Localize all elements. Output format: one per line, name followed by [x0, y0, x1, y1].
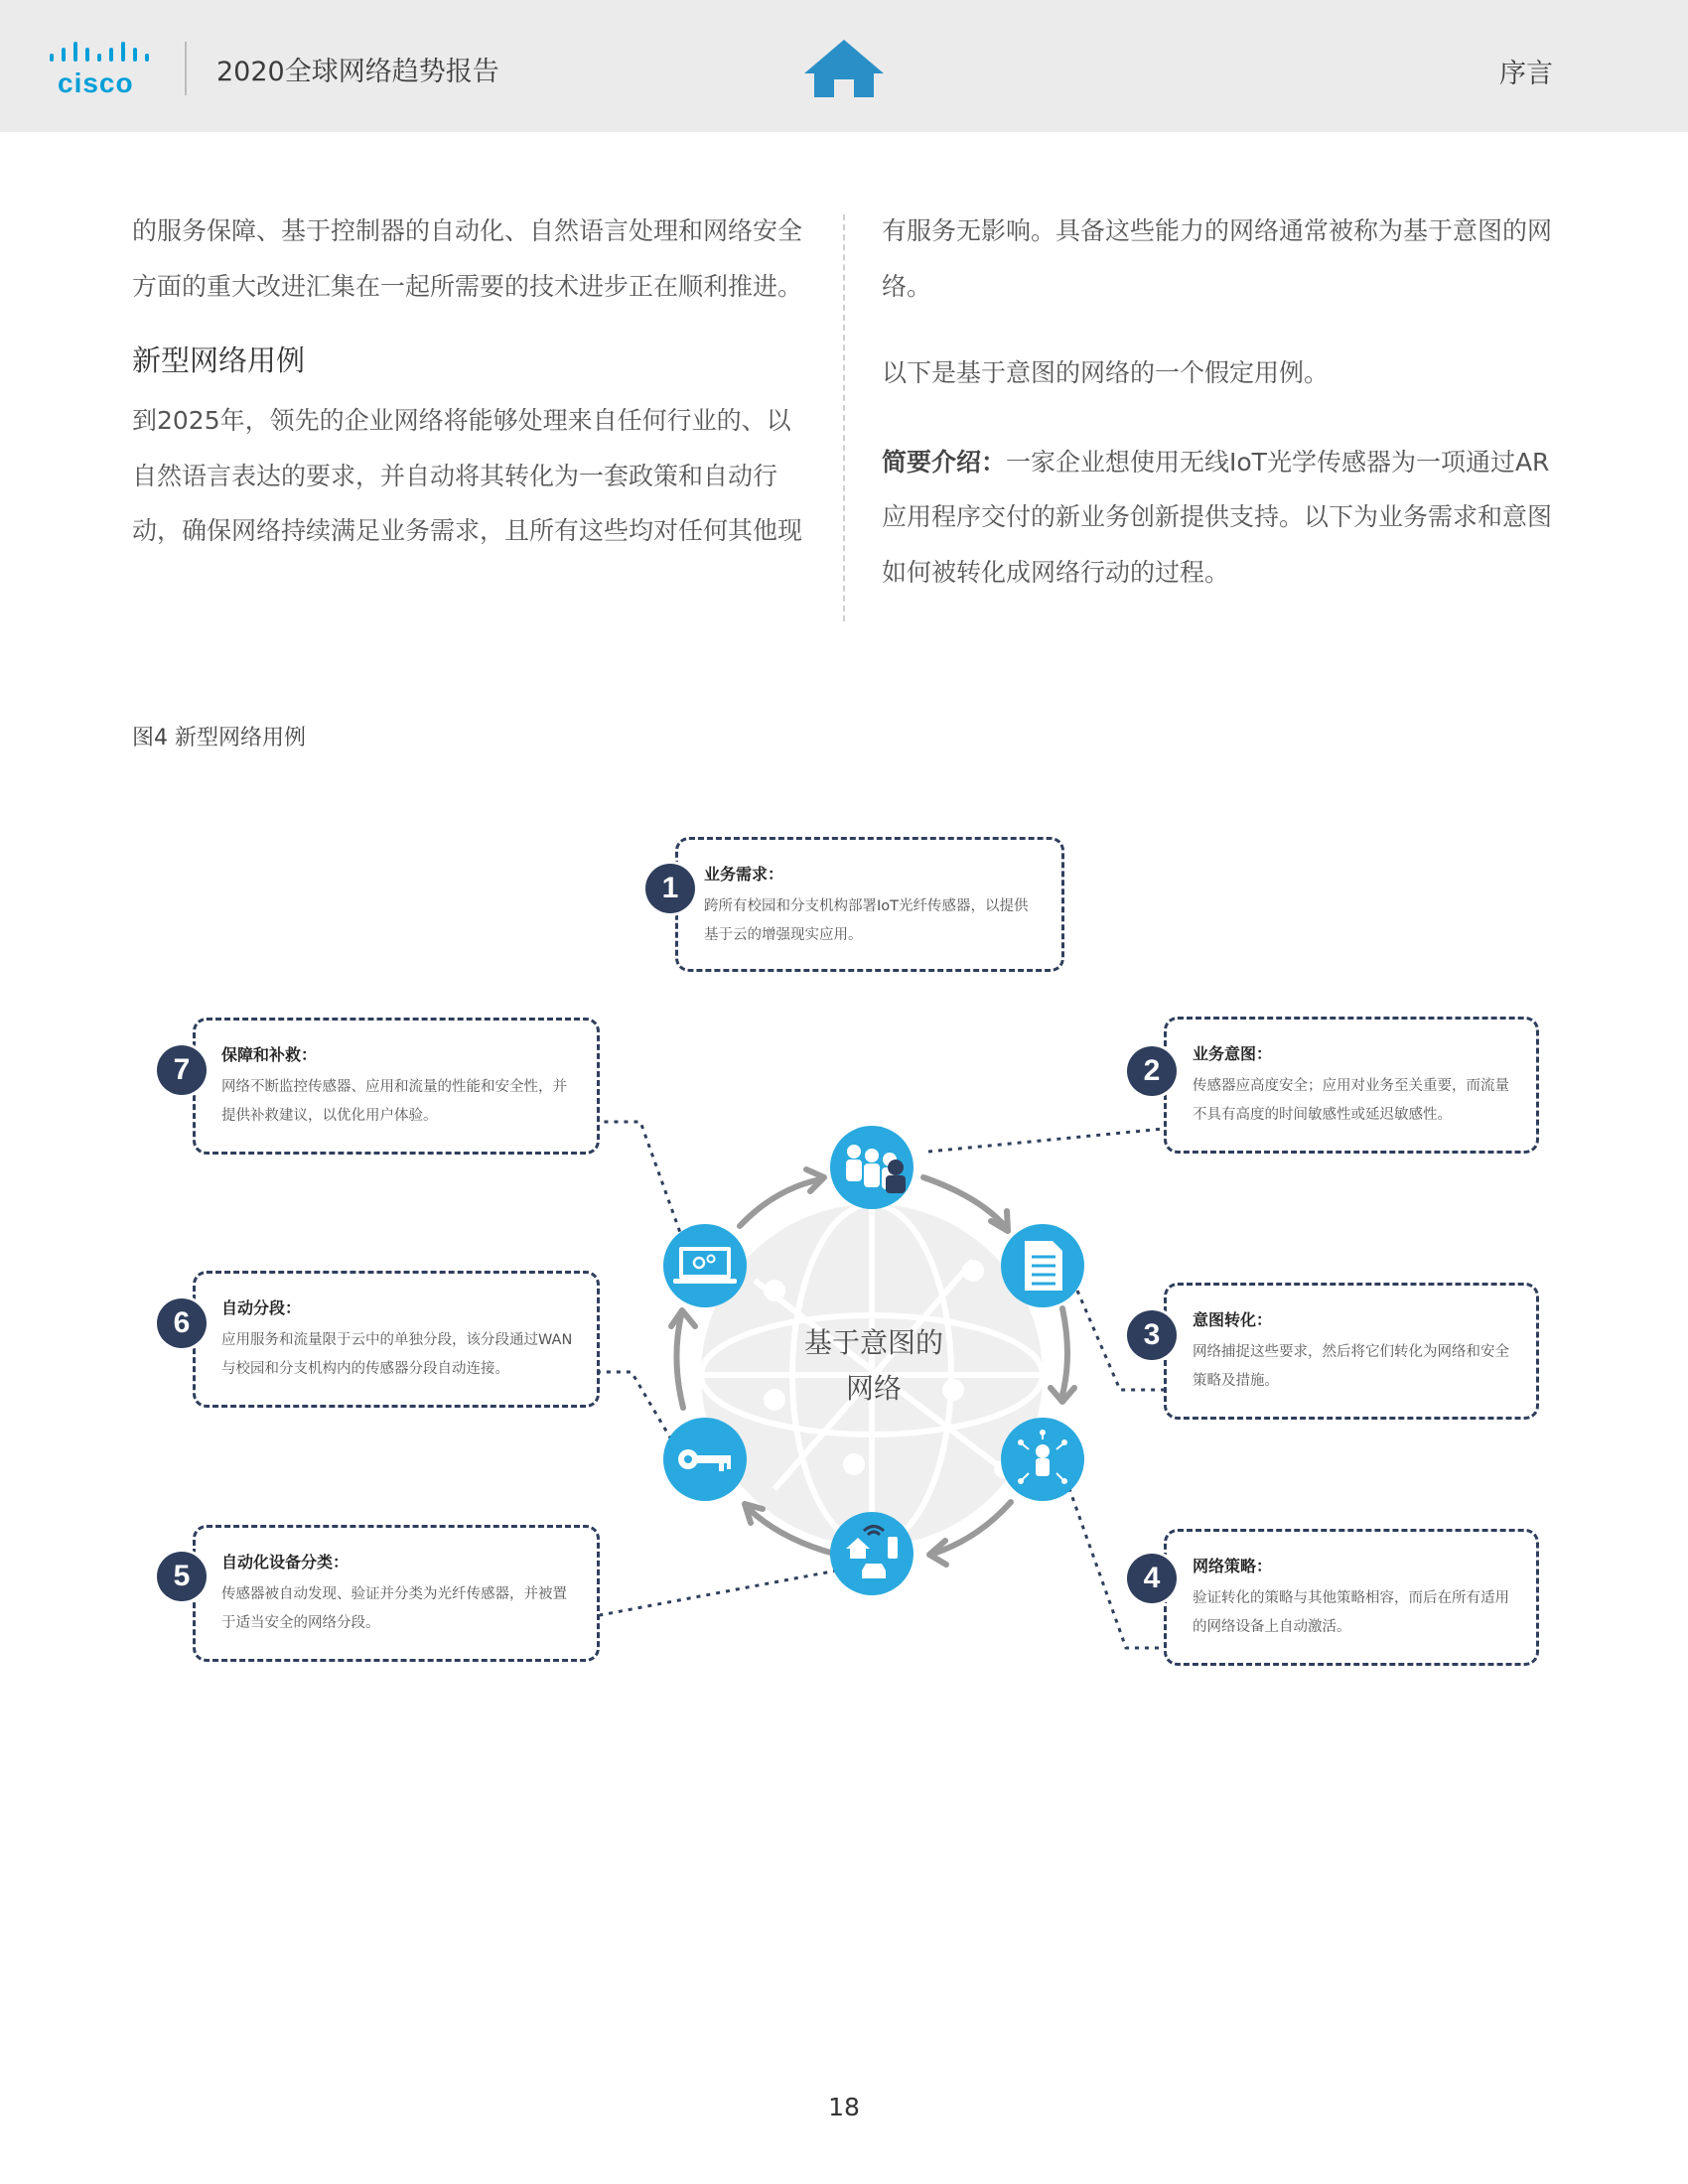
section-subheading: 新型网络用例 [132, 343, 306, 377]
step-title: 意图转化： [1193, 1310, 1273, 1329]
step-box-5 [193, 1525, 600, 1662]
report-title: 2020全球网络趋势报告 [216, 57, 499, 87]
step-body: 跨所有校园和分支机构部署IoT光纤传感器，以提供基于云的增强现实应用。 [704, 898, 1029, 943]
step-box-2 [1164, 1017, 1539, 1154]
center-label-line-2: 网络 [845, 1372, 902, 1405]
left-paragraph-2: 到2025年，领先的企业网络将能够处理来自任何行业的、以自然语言表达的要求，并自动将其转化为一套政策和自动行动，确保网络持续满足业务需求，且所有这些均对任何其他现 [132, 406, 803, 545]
step-title: 自动化设备分类： [221, 1553, 350, 1571]
laptop-gears-icon [673, 1247, 737, 1284]
step-badge-5: 5 [157, 1552, 207, 1601]
step-body: 网络捕捉这些要求，然后将它们转化为网络和安全策略及措施。 [1193, 1344, 1509, 1389]
node-people[interactable] [830, 1126, 914, 1209]
node-network-person[interactable] [1001, 1418, 1084, 1501]
step-badge-4: 4 [1127, 1554, 1177, 1603]
right-paragraph-1: 有服务无影响。具备这些能力的网络通常被称为基于意图的网络。 [882, 216, 1553, 301]
intro-text: 一家企业想使用无线IoT光学传感器为一项通过AR应用程序交付的新业务创新提供支持。以下为业务需求和意图如何被转化成网络行动的过程。 [882, 447, 1553, 587]
node-home-wifi-car[interactable] [830, 1512, 914, 1595]
step-body: 传感器被自动发现、验证并分类为光纤传感器，并被置于适当安全的网络分段。 [221, 1586, 567, 1631]
diagram-center-label [784, 1320, 963, 1412]
step-title: 业务意图： [1193, 1044, 1273, 1063]
step-box-4 [1164, 1529, 1539, 1666]
step-body: 应用服务和流量限于云中的单独分段，该分段通过WAN与校园和分支机构内的传感器分段自动连接。 [221, 1332, 573, 1377]
step-body: 网络不断监控传感器、应用和流量的性能和安全性，并提供补救建议，以优化用户体验。 [221, 1079, 567, 1124]
step-title: 业务需求： [704, 865, 784, 884]
step-badge-6: 6 [157, 1298, 207, 1348]
figure-caption: 图4 新型网络用例 [132, 726, 306, 751]
node-document[interactable] [1001, 1224, 1084, 1307]
step-badge-2: 2 [1127, 1046, 1177, 1096]
page-number: 18 [828, 2093, 860, 2121]
step-title: 自动分段： [221, 1298, 302, 1317]
node-key[interactable] [663, 1418, 747, 1501]
step-title: 网络策略： [1193, 1557, 1273, 1575]
step-badge-1: 1 [645, 864, 695, 913]
right-paragraph-2: 以下是基于意图的网络的一个假定用例。 [882, 358, 1330, 387]
intro-label: 简要介绍： [882, 447, 1007, 477]
logo-text: cisco [58, 68, 134, 98]
step-body: 传感器应高度安全；应用对业务至关重要，而流量不具有高度的时间敏感性或延迟敏感性。 [1193, 1078, 1509, 1123]
node-laptop[interactable] [663, 1224, 747, 1307]
step-body: 验证转化的策略与其他策略相容，而后在所有适用的网络设备上自动激活。 [1193, 1590, 1509, 1635]
step-box-7 [193, 1018, 600, 1155]
step-box-6 [193, 1271, 600, 1408]
step-box-1 [675, 837, 1064, 972]
section-name[interactable]: 序言 [1499, 59, 1553, 89]
left-paragraph-1: 的服务保障、基于控制器的自动化、自然语言处理和网络安全方面的重大改进汇集在一起所需要的技术进步正在顺利推进。 [132, 216, 803, 301]
document-icon [1025, 1241, 1062, 1291]
step-badge-7: 7 [157, 1045, 207, 1095]
center-label-line-1: 基于意图的 [803, 1326, 943, 1359]
step-title: 保障和补救： [221, 1045, 318, 1064]
step-badge-3: 3 [1127, 1310, 1177, 1360]
step-box-3 [1164, 1283, 1539, 1420]
